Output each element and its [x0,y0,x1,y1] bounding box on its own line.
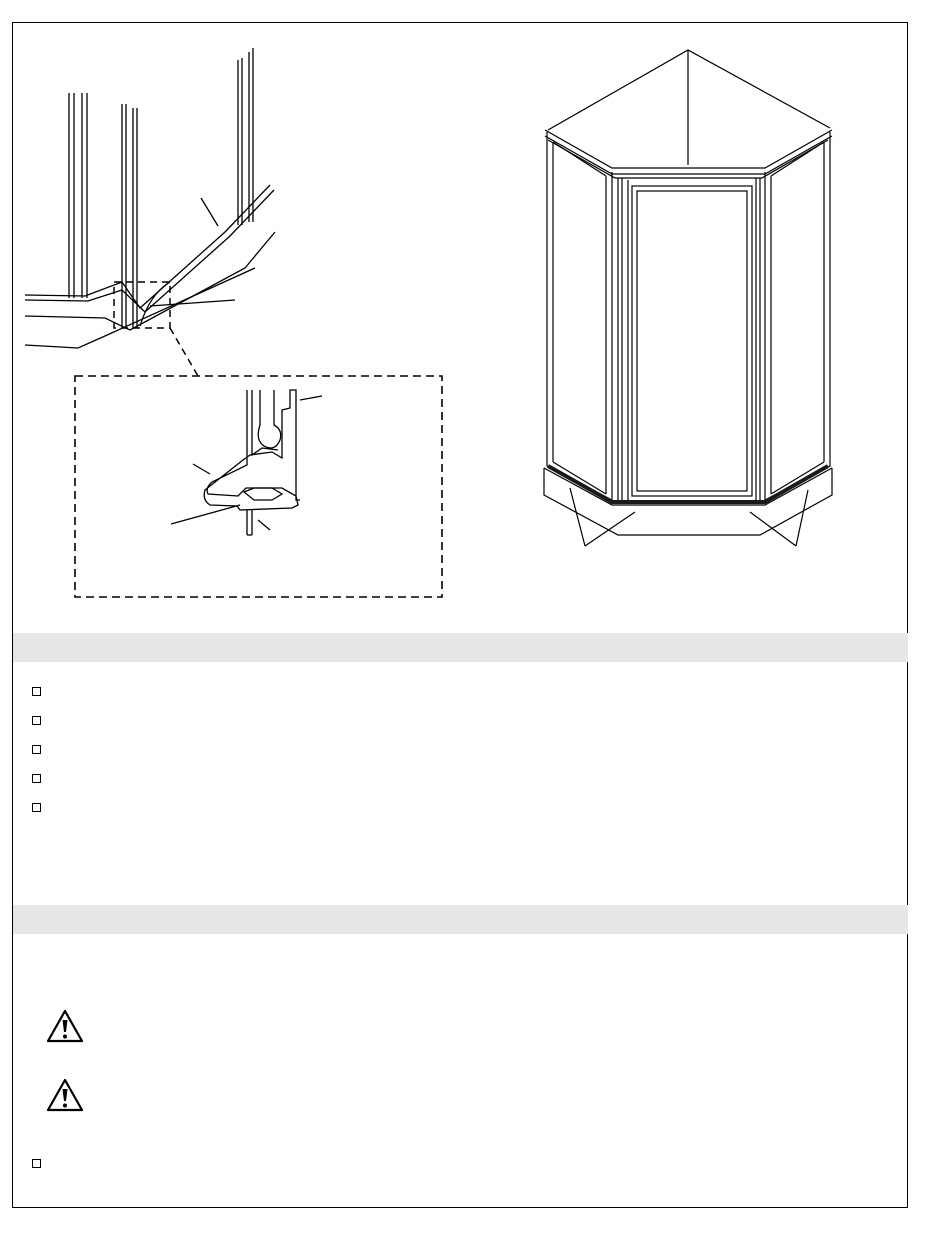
checkbox-icon[interactable] [32,716,41,725]
section-2-heading-band [13,905,908,934]
checkbox-icon[interactable] [32,1159,41,1168]
checkbox-icon[interactable] [32,774,41,783]
checkbox-icon[interactable] [32,745,41,754]
warning-triangle-icon [45,1008,85,1044]
checkbox-icon[interactable] [32,803,41,812]
shower-enclosure-drawing [0,0,950,560]
warning-triangle-icon [45,1077,85,1113]
checkbox-icon[interactable] [32,687,41,696]
section-1-heading-band [13,633,908,662]
